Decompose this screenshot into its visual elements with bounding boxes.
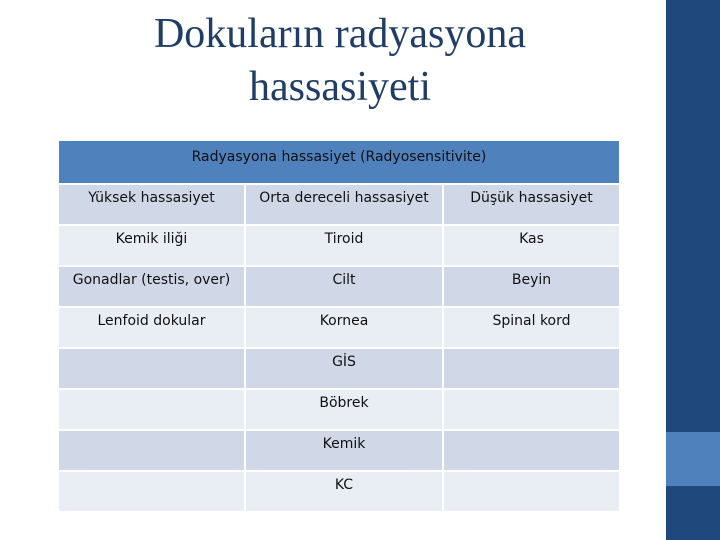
table-row <box>58 184 620 225</box>
sensitivity-table <box>57 139 621 513</box>
table-cell: GİS <box>245 348 443 389</box>
table-row <box>58 266 620 307</box>
table-cell <box>443 430 620 471</box>
column-header-low: Düşük hassasiyet <box>443 184 620 225</box>
table-cell <box>443 471 620 512</box>
table-cell: Gonadlar (testis, over) <box>58 266 245 307</box>
table-cell: Kas <box>443 225 620 266</box>
table-cell: Tiroid <box>245 225 443 266</box>
table-row <box>58 307 620 348</box>
table-header: Radyasyona hassasiyet (Radyosensitivite) <box>58 140 620 184</box>
table-cell: Spinal kord <box>443 307 620 348</box>
decorative-bar-top <box>666 0 720 432</box>
table-row <box>58 471 620 512</box>
table-cell: Kemik iliği <box>58 225 245 266</box>
table-cell <box>58 430 245 471</box>
table-cell: Kornea <box>245 307 443 348</box>
table-cell <box>58 389 245 430</box>
table-cell <box>58 471 245 512</box>
slide-title: Dokuların radyasyona hassasiyeti <box>153 11 527 110</box>
table-row <box>58 348 620 389</box>
table-cell <box>443 389 620 430</box>
table-cell: Kemik <box>245 430 443 471</box>
table-cell: Cilt <box>245 266 443 307</box>
table-cell <box>443 348 620 389</box>
decorative-bar-bottom <box>666 486 720 540</box>
decorative-bar-accent <box>666 432 720 486</box>
column-header-medium: Orta dereceli hassasiyet <box>245 184 443 225</box>
table-row <box>58 225 620 266</box>
table-cell: KC <box>245 471 443 512</box>
table-cell: Beyin <box>443 266 620 307</box>
table-cell: Lenfoid dokular <box>58 307 245 348</box>
table-cell <box>58 348 245 389</box>
table-row <box>58 389 620 430</box>
table-cell: Böbrek <box>245 389 443 430</box>
column-header-high: Yüksek hassasiyet <box>58 184 245 225</box>
table-row <box>58 430 620 471</box>
